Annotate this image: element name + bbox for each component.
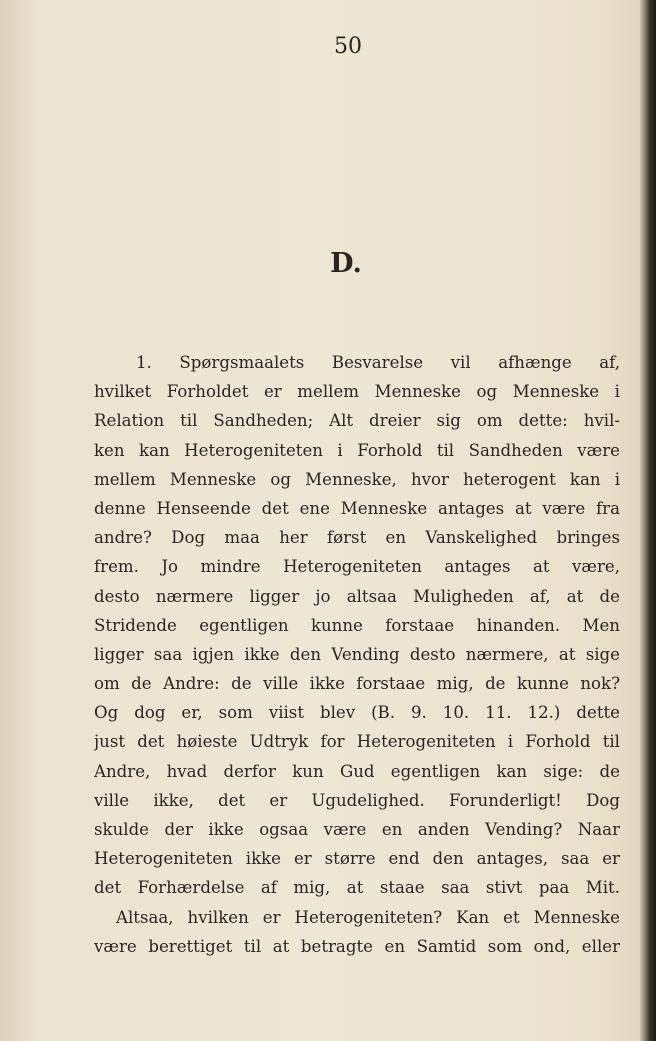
- text-line: ligger saa igjen ikke den Vending desto nærmere, at sige: [94, 644, 620, 664]
- body-text: [94, 348, 620, 961]
- text-line: desto nærmere ligger jo altsaa Muligheden af, at de: [94, 586, 620, 606]
- page-number: 50: [334, 34, 362, 59]
- text-line: være berettiget til at betragte en Samtid som ond, eller: [94, 936, 620, 956]
- text-line: Altsaa, hvilken er Heterogeniteten? Kan et Menneske: [116, 907, 620, 927]
- text-line: ken kan Heterogeniteten i Forhold til Sandheden være: [94, 440, 620, 460]
- text-line: Andre, hvad derfor kun Gud egentligen kan sige: de: [94, 761, 620, 781]
- text-line: just det høieste Udtryk for Heterogeniteten i Forhold til: [94, 732, 620, 752]
- text-line: frem. Jo mindre Heterogeniteten antages at være,: [94, 557, 620, 577]
- text-line: Stridende egentligen kunne forstaae hinanden. Men: [94, 615, 620, 635]
- text-line: ville ikke, det er Ugudelighed. Forunderligt! Dog: [94, 790, 620, 810]
- text-line: hvilket Forholdet er mellem Menneske og Menneske i: [94, 382, 620, 402]
- text-line: andre? Dog maa her først en Vanskelighed bringes: [94, 528, 620, 548]
- text-line: skulde der ikke ogsaa være en anden Vending? Naar: [94, 820, 620, 839]
- text-line: Og dog er, som viist blev (B. 9. 10. 11. 12.) dette: [94, 703, 620, 723]
- text-line: denne Henseende det ene Menneske antages at være fra: [94, 498, 620, 518]
- text-line: 1. Spørgsmaalets Besvarelse vil afhænge af,: [136, 353, 620, 372]
- text-line: mellem Menneske og Menneske, hvor heterogent kan i: [94, 469, 620, 489]
- section-heading: D.: [330, 248, 362, 279]
- text-line: Relation til Sandheden; Alt dreier sig om dette: hvil-: [94, 411, 620, 431]
- text-line: det Forhærdelse af mig, at staae saa stivt paa Mit.: [94, 878, 620, 898]
- text-line: Heterogeniteten ikke er større end den antages, saa er: [94, 849, 620, 869]
- text-line: om de Andre: de ville ikke forstaae mig, de kunne nok?: [94, 674, 620, 694]
- book-spine-edge: [640, 0, 656, 1041]
